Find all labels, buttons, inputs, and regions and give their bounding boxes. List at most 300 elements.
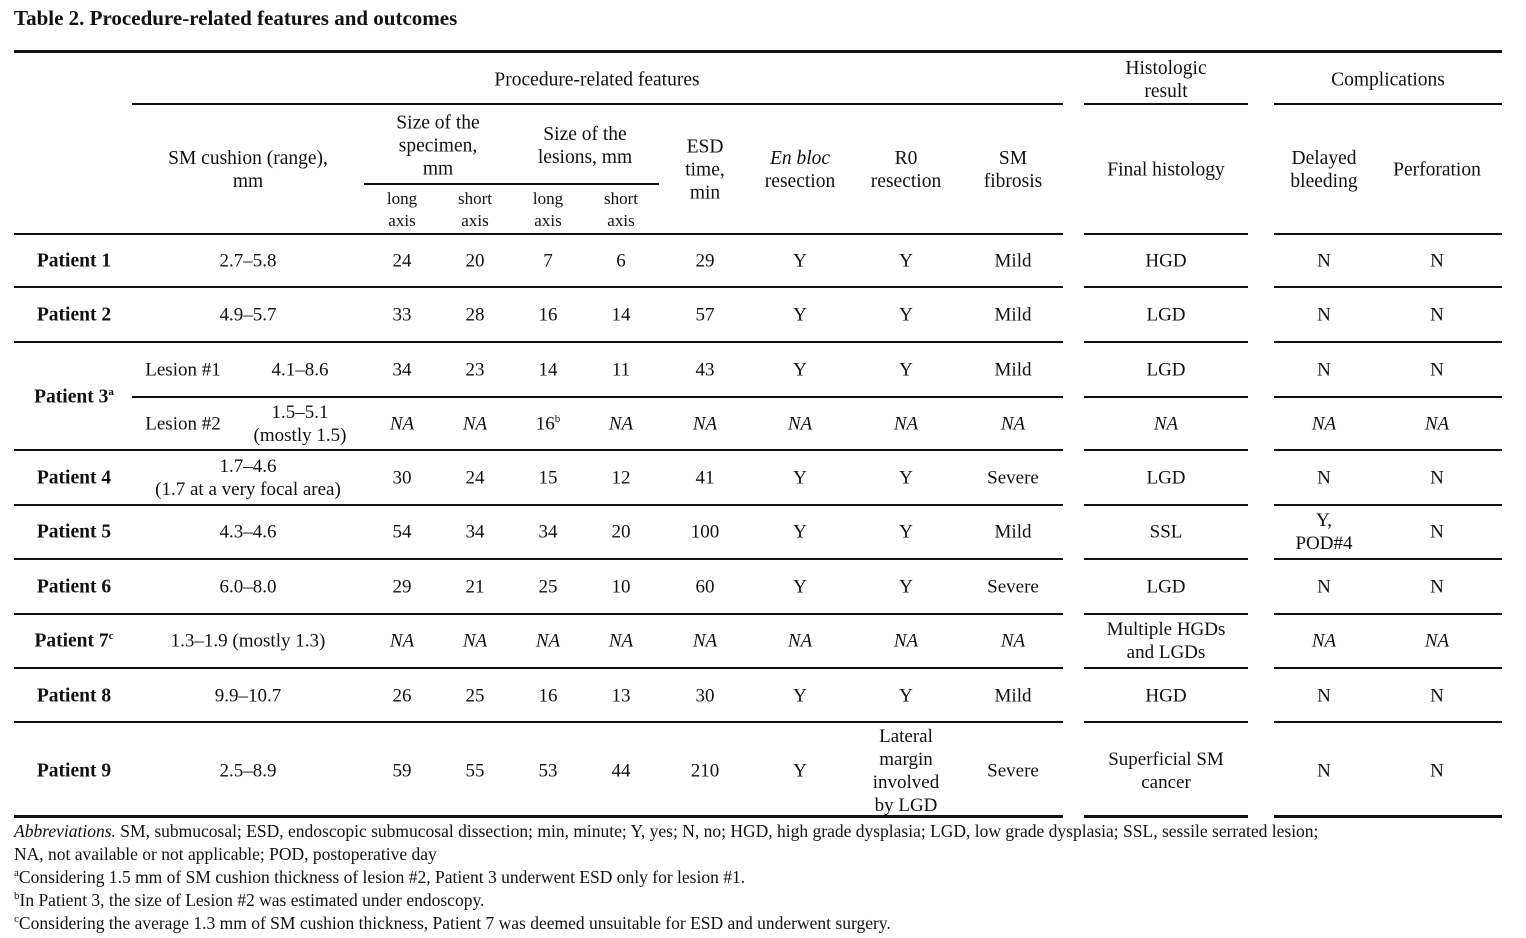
patient-label xyxy=(37,685,111,708)
header-r0-resection-line: R0 xyxy=(894,148,918,169)
sm-fibrosis-cell xyxy=(1001,630,1025,653)
row-rule xyxy=(1274,815,1502,818)
r0-resection-cell-line: NA xyxy=(893,630,919,652)
en-bloc-cell xyxy=(793,521,807,544)
r0-resection-cell-line: involved xyxy=(872,772,940,793)
en-bloc-cell xyxy=(793,576,807,599)
patient-label xyxy=(37,304,111,327)
sm-cushion-cell xyxy=(220,576,277,599)
footnote-a-text: Considering 1.5 mm of SM cushion thickness of lesion #2, Patient 3 underwent ESD only for lesion #1. xyxy=(18,867,746,887)
sm-fibrosis-cell-line: Severe xyxy=(987,467,1039,489)
lesion-long-cell-line: NA xyxy=(535,630,561,652)
row-rule xyxy=(1274,613,1502,615)
delayed-bleeding-cell xyxy=(1317,304,1331,327)
sm-fibrosis-cell xyxy=(995,359,1032,382)
header-specimen-long-axis-line: long xyxy=(386,189,418,208)
esd-time-cell xyxy=(696,250,715,273)
row-rule xyxy=(14,341,1063,343)
header-final-histology xyxy=(1107,159,1225,182)
footnote-b xyxy=(14,889,484,912)
r0-resection-cell-line: Y xyxy=(899,359,913,381)
patient-name: Patient 8 xyxy=(36,685,112,707)
patient-name: Patient 5 xyxy=(36,521,112,543)
en-bloc-cell xyxy=(793,685,807,708)
abbreviations-text: SM, submucosal; ESD, endoscopic submucosal dissection; min, minute; Y, yes; N, no; HGD, high grade dysplasia; LGD, low grade dysplasia; SSL, sessile serrated lesion; xyxy=(115,821,1319,841)
specimen-short-cell xyxy=(466,521,485,544)
sm-fibrosis-cell xyxy=(995,250,1032,273)
footnote-marker: b xyxy=(554,413,561,426)
header-lesion-short-axis-line: axis xyxy=(607,211,635,230)
perforation-cell xyxy=(1430,576,1444,599)
lesion-long-cell-line: 53 xyxy=(538,760,558,782)
delayed-bleeding-cell-line: N xyxy=(1317,250,1331,272)
footnote-b-text: In Patient 3, the size of Lesion #2 was estimated under endoscopy. xyxy=(19,890,485,910)
r0-resection-cell-line: Y xyxy=(899,467,913,489)
header-sm-cushion-line: mm xyxy=(232,171,264,192)
specimen-short-cell xyxy=(463,630,487,653)
header-r0-resection-line: resection xyxy=(870,171,942,192)
specimen-long-cell-line: 26 xyxy=(392,685,412,707)
perforation-cell-line: N xyxy=(1430,685,1444,707)
perforation-cell-line: N xyxy=(1430,760,1444,782)
header-en-bloc xyxy=(765,147,835,193)
final-histology-cell-line: LGD xyxy=(1146,576,1186,598)
header-histologic-result-line: result xyxy=(1144,81,1188,102)
lesion-long-cell xyxy=(539,304,558,327)
patient-name: Patient 1 xyxy=(36,250,112,272)
lesion-long-cell xyxy=(536,630,560,653)
lesion-short-cell-line: 44 xyxy=(611,760,631,782)
sm-cushion-cell-line: 1.5–5.1 xyxy=(271,402,329,423)
perforation-cell xyxy=(1430,250,1444,273)
delayed-bleeding-cell-line: N xyxy=(1317,685,1331,707)
esd-time-cell xyxy=(696,685,715,708)
footnote-c-text: Considering the average 1.3 mm of SM cushion thickness, Patient 7 was deemed unsuitable for ESD and underwent surgery. xyxy=(18,913,891,933)
abbreviations-line-2: NA, not available or not applicable; POD, postoperative day xyxy=(14,844,437,864)
lesion-long-cell xyxy=(539,760,558,783)
sm-cushion-cell xyxy=(220,304,277,327)
header-esd-time-line: ESD xyxy=(686,136,724,158)
lesion-label xyxy=(145,359,220,382)
sm-cushion-cell xyxy=(220,760,277,783)
sm-cushion-cell-line: 1.7–4.6 xyxy=(219,456,277,477)
row-rule xyxy=(1084,449,1248,451)
header-size-specimen-line: Size of the xyxy=(396,112,480,134)
lesion-short-cell xyxy=(612,685,631,708)
specimen-long-cell-line: 29 xyxy=(392,576,412,598)
patient-name: Patient 7 xyxy=(34,630,109,652)
specimen-short-cell xyxy=(466,685,485,708)
sm-fibrosis-cell-line: Mild xyxy=(994,685,1032,707)
specimen-long-cell-line: 33 xyxy=(392,304,412,326)
row-rule xyxy=(1274,504,1502,506)
en-bloc-cell xyxy=(793,250,807,273)
row-rule xyxy=(1274,233,1502,235)
lesion-short-cell xyxy=(612,304,631,327)
final-histology-cell-line: HGD xyxy=(1145,685,1187,707)
esd-time-cell xyxy=(691,760,720,783)
delayed-bleeding-cell-line: N xyxy=(1317,467,1331,489)
esd-time-cell xyxy=(696,304,715,327)
lesion-rule xyxy=(1274,396,1502,398)
sm-fibrosis-cell-line: Severe xyxy=(987,576,1039,598)
specimen-short-cell xyxy=(466,760,485,783)
esd-time-cell xyxy=(693,630,717,653)
sm-cushion-cell-line: (1.7 at a very focal area) xyxy=(155,479,341,500)
specimen-long-cell xyxy=(393,576,412,599)
delayed-bleeding-cell xyxy=(1317,576,1331,599)
patient-name: Patient 3 xyxy=(34,386,109,408)
lesions-sub-rule xyxy=(512,183,659,185)
row-rule xyxy=(14,286,1063,288)
row-rule xyxy=(14,558,1063,560)
row-rule xyxy=(1084,286,1248,288)
row-rule xyxy=(1274,341,1502,343)
perforation-cell-line: N xyxy=(1430,576,1444,598)
sm-fibrosis-cell xyxy=(1001,413,1025,436)
perforation-cell xyxy=(1425,630,1449,653)
r0-resection-cell-line: NA xyxy=(893,413,919,435)
specimen-long-cell-line: 34 xyxy=(392,359,412,381)
specimen-long-cell-line: NA xyxy=(389,413,415,435)
final-histology-cell-line: LGD xyxy=(1146,359,1186,381)
header-specimen-short-axis xyxy=(458,188,492,232)
specimen-long-cell-line: NA xyxy=(389,630,415,652)
patient-name: Patient 4 xyxy=(36,467,112,489)
footnote-a xyxy=(14,866,745,889)
final-histology-cell-line: HGD xyxy=(1145,250,1187,272)
delayed-bleeding-cell xyxy=(1295,509,1352,555)
sm-cushion-cell xyxy=(220,521,277,544)
specimen-short-cell xyxy=(463,413,487,436)
lesion-label xyxy=(145,413,220,436)
row-rule xyxy=(14,504,1063,506)
final-histology-cell-line: NA xyxy=(1153,413,1179,435)
table-title: Table 2. Procedure-related features and outcomes xyxy=(14,6,458,30)
specimen-long-cell xyxy=(393,250,412,273)
sm-cushion-cell xyxy=(254,401,347,447)
r0-resection-cell-line: Y xyxy=(899,685,913,707)
lesion-rule xyxy=(1084,396,1248,398)
specimen-short-cell-line: 55 xyxy=(465,760,485,782)
delayed-bleeding-cell xyxy=(1317,467,1331,490)
row-rule xyxy=(14,449,1063,451)
esd-time-cell-line: NA xyxy=(692,413,718,435)
lesion-long-cell-line: 25 xyxy=(538,576,558,598)
r0-resection-cell-line: by LGD xyxy=(874,795,938,816)
final-histology-cell xyxy=(1145,685,1186,708)
header-complications xyxy=(1331,69,1445,92)
r0-resection-cell-line: margin xyxy=(879,749,933,770)
perforation-cell-line: N xyxy=(1430,250,1444,272)
sm-cushion-cell xyxy=(155,455,341,501)
final-histology-cell-line: Multiple HGDs xyxy=(1106,619,1226,640)
esd-time-cell-line: 29 xyxy=(695,250,715,272)
en-bloc-cell xyxy=(793,359,807,382)
final-histology-cell xyxy=(1154,413,1178,436)
r0-resection-cell xyxy=(899,685,913,708)
lesion-long-cell xyxy=(539,359,558,382)
specimen-long-cell xyxy=(393,359,412,382)
header-size-specimen-line: mm xyxy=(422,158,454,180)
specimen-short-cell-line: 24 xyxy=(465,467,485,489)
patient-label xyxy=(37,467,111,490)
lesion-rule xyxy=(132,396,1063,398)
header-lesion-long-axis xyxy=(533,188,563,232)
specimen-sub-rule xyxy=(364,183,512,185)
en-bloc-cell xyxy=(788,630,812,653)
sm-cushion-cell-line: 4.1–8.6 xyxy=(271,359,329,381)
top-rule xyxy=(14,50,1502,53)
row-rule xyxy=(1274,558,1502,560)
footnote-a-mark: a xyxy=(14,867,19,880)
sm-cushion-cell-line: 2.7–5.8 xyxy=(219,250,277,272)
perforation-cell-line: N xyxy=(1430,521,1444,543)
en-bloc-cell-line: Y xyxy=(793,685,807,707)
final-histology-cell xyxy=(1146,359,1185,382)
sm-fibrosis-cell-line: Mild xyxy=(994,359,1032,381)
row-rule xyxy=(1084,613,1248,615)
lesion-label-line: Lesion #2 xyxy=(145,413,221,435)
header-delayed-bleeding xyxy=(1290,147,1357,193)
row-rule xyxy=(14,667,1063,669)
esd-time-cell xyxy=(696,359,715,382)
lesion-long-cell-line: 16$^b$ xyxy=(535,413,561,435)
sm-cushion-cell-line: 4.3–4.6 xyxy=(219,521,277,543)
patient-name: Patient 6 xyxy=(36,576,112,598)
delayed-bleeding-cell-line: POD#4 xyxy=(1295,533,1353,554)
lesion-short-cell xyxy=(609,630,633,653)
lesion-long-cell-line: 34 xyxy=(538,521,558,543)
sm-cushion-cell-line: 4.9–5.7 xyxy=(219,304,277,326)
specimen-short-cell-line: NA xyxy=(462,413,488,435)
en-bloc-cell xyxy=(793,467,807,490)
r0-resection-cell xyxy=(899,250,913,273)
lesion-short-cell-line: 20 xyxy=(611,521,631,543)
header-esd-time xyxy=(685,136,725,205)
r0-resection-cell xyxy=(899,467,913,490)
delayed-bleeding-cell xyxy=(1312,630,1336,653)
row-rule xyxy=(1084,341,1248,343)
sm-cushion-cell xyxy=(272,359,329,382)
delayed-bleeding-cell-line: N xyxy=(1317,304,1331,326)
sm-fibrosis-cell xyxy=(987,467,1039,490)
header-sm-fibrosis-line: fibrosis xyxy=(983,171,1043,192)
delayed-bleeding-cell-line: NA xyxy=(1311,630,1337,652)
header-esd-time-line: min xyxy=(689,182,721,204)
sm-fibrosis-cell-line: Mild xyxy=(994,304,1032,326)
row-rule xyxy=(14,721,1063,723)
lesion-short-cell xyxy=(612,359,630,382)
sm-fibrosis-cell-line: NA xyxy=(1000,413,1026,435)
header-specimen-long-axis-line: axis xyxy=(388,211,416,230)
header-sm-cushion xyxy=(168,147,328,193)
delayed-bleeding-cell xyxy=(1317,250,1331,273)
sm-fibrosis-cell-line: Mild xyxy=(994,521,1032,543)
specimen-short-cell-line: 23 xyxy=(465,359,485,381)
patient-label xyxy=(37,576,111,599)
header-sm-fibrosis-line: SM xyxy=(998,148,1028,169)
footnote-c xyxy=(14,912,891,935)
r0-resection-cell-line: Y xyxy=(899,521,913,543)
lesion-label-line: Lesion #1 xyxy=(145,359,221,381)
specimen-short-cell-line: NA xyxy=(462,630,488,652)
lesion-long-cell xyxy=(539,521,558,544)
sm-fibrosis-cell-line: Severe xyxy=(987,760,1039,782)
specimen-long-cell-line: 59 xyxy=(392,760,412,782)
patient-label xyxy=(34,630,113,653)
specimen-short-cell-line: 25 xyxy=(465,685,485,707)
sm-cushion-cell-line: 9.9–10.7 xyxy=(214,685,282,707)
footnote-marker: a xyxy=(108,386,114,398)
r0-resection-cell-line: Y xyxy=(899,304,913,326)
perforation-cell xyxy=(1430,304,1444,327)
perforation-cell-line: N xyxy=(1430,304,1444,326)
final-histology-cell xyxy=(1145,250,1186,273)
histologic-group-rule xyxy=(1084,103,1248,105)
footnote-marker: c xyxy=(108,630,114,642)
lesion-short-cell-line: NA xyxy=(608,630,634,652)
sm-fibrosis-cell xyxy=(987,576,1039,599)
final-histology-cell xyxy=(1146,576,1185,599)
final-histology-cell-line: LGD xyxy=(1146,467,1186,489)
lesion-long-cell xyxy=(539,576,558,599)
en-bloc-cell-line: Y xyxy=(793,250,807,272)
header-size-lesions-line: lesions, mm xyxy=(537,147,633,168)
abbreviations-label: Abbreviations. xyxy=(14,821,116,841)
perforation-cell xyxy=(1430,467,1444,490)
specimen-short-cell xyxy=(466,576,485,599)
lesion-long-cell-line: 15 xyxy=(538,467,558,489)
sm-fibrosis-cell-line: Mild xyxy=(994,250,1032,272)
patient-name: Patient 2 xyxy=(36,304,112,326)
header-delayed-bleeding-line: bleeding xyxy=(1290,171,1358,192)
r0-resection-cell xyxy=(899,304,913,327)
header-histologic-result xyxy=(1125,57,1206,103)
specimen-short-cell-line: 28 xyxy=(465,304,485,326)
specimen-short-cell-line: 34 xyxy=(465,521,485,543)
perforation-cell-line: NA xyxy=(1424,413,1450,435)
row-rule xyxy=(1084,815,1248,818)
header-specimen-short-axis-line: axis xyxy=(461,211,489,230)
header-lesion-long-axis-line: long xyxy=(532,189,564,208)
sm-fibrosis-cell-line: NA xyxy=(1000,630,1026,652)
sm-fibrosis-cell xyxy=(995,521,1032,544)
lesion-long-cell xyxy=(539,685,558,708)
lesion-long-cell-line: 16 xyxy=(538,304,558,326)
esd-time-cell-line: 210 xyxy=(690,760,720,782)
final-histology-cell xyxy=(1146,304,1185,327)
row-rule xyxy=(1084,504,1248,506)
header-lesion-long-axis-line: axis xyxy=(534,211,562,230)
esd-time-cell-line: 60 xyxy=(695,576,715,598)
specimen-short-cell xyxy=(466,250,485,273)
sm-cushion-cell-line: 1.3–1.9 (mostly 1.3) xyxy=(170,630,326,652)
en-bloc-cell-line: Y xyxy=(793,304,807,326)
specimen-short-cell xyxy=(466,304,485,327)
r0-resection-cell-line: Y xyxy=(899,250,913,272)
final-histology-cell xyxy=(1146,467,1185,490)
esd-time-cell xyxy=(696,467,715,490)
patient-label xyxy=(37,250,111,273)
sm-fibrosis-cell xyxy=(995,685,1032,708)
en-bloc-cell xyxy=(788,413,812,436)
header-procedure-features xyxy=(494,69,699,92)
en-bloc-cell-line: Y xyxy=(793,521,807,543)
delayed-bleeding-cell xyxy=(1317,359,1331,382)
delayed-bleeding-cell xyxy=(1312,413,1336,436)
lesion-long-cell-line: 16 xyxy=(538,685,558,707)
header-en-bloc-line: En bloc xyxy=(769,148,831,169)
specimen-long-cell xyxy=(393,521,412,544)
esd-time-cell-line: 30 xyxy=(695,685,715,707)
final-histology-cell-line: SSL xyxy=(1149,521,1183,543)
header-sm-fibrosis xyxy=(984,147,1043,193)
r0-resection-cell xyxy=(894,413,918,436)
row-rule xyxy=(1084,558,1248,560)
specimen-long-cell xyxy=(393,685,412,708)
en-bloc-cell-line: Y xyxy=(793,359,807,381)
footnote-b-mark: b xyxy=(14,890,20,903)
header-size-specimen xyxy=(396,112,479,181)
specimen-long-cell xyxy=(390,413,414,436)
perforation-cell xyxy=(1430,359,1444,382)
complications-group-rule xyxy=(1274,103,1502,105)
lesion-short-cell-line: NA xyxy=(608,413,634,435)
row-rule xyxy=(1084,667,1248,669)
en-bloc-cell-line: Y xyxy=(793,467,807,489)
perforation-cell xyxy=(1430,760,1444,783)
perforation-cell xyxy=(1430,521,1444,544)
sm-fibrosis-cell xyxy=(987,760,1039,783)
final-histology-cell xyxy=(1107,618,1226,664)
esd-time-cell-line: 43 xyxy=(695,359,715,381)
r0-resection-cell-line: Lateral xyxy=(879,726,933,747)
row-rule xyxy=(1274,286,1502,288)
final-histology-cell-line: and LGDs xyxy=(1126,642,1206,663)
lesion-short-cell xyxy=(612,467,631,490)
lesion-long-cell-line: 7 xyxy=(543,250,553,272)
final-histology-cell-line: Superficial SM xyxy=(1108,749,1224,770)
delayed-bleeding-cell-line: N xyxy=(1317,576,1331,598)
header-perforation-line: Perforation xyxy=(1393,159,1481,181)
esd-time-cell xyxy=(696,576,715,599)
lesion-short-cell-line: 6 xyxy=(616,250,626,272)
row-rule xyxy=(1274,449,1502,451)
header-size-specimen-line: specimen, xyxy=(398,135,478,157)
final-histology-cell-line: cancer xyxy=(1141,772,1191,793)
lesion-short-cell-line: 14 xyxy=(611,304,631,326)
r0-resection-cell xyxy=(894,630,918,653)
delayed-bleeding-cell-line: N xyxy=(1317,760,1331,782)
header-delayed-bleeding-line: Delayed xyxy=(1291,148,1357,169)
r0-resection-cell xyxy=(899,359,913,382)
en-bloc-cell-line: Y xyxy=(793,760,807,782)
perforation-cell-line: N xyxy=(1430,359,1444,381)
abbreviations-line-1 xyxy=(14,820,1318,843)
lesion-short-cell xyxy=(612,521,631,544)
esd-time-cell xyxy=(691,521,720,544)
header-size-lesions-line: Size of the xyxy=(543,124,627,145)
header-esd-time-line: time, xyxy=(685,159,725,181)
final-histology-cell xyxy=(1108,748,1224,794)
specimen-long-cell-line: 30 xyxy=(392,467,412,489)
patient-name: Patient 9 xyxy=(36,760,112,782)
row-rule xyxy=(14,233,1063,235)
specimen-long-cell xyxy=(393,304,412,327)
header-histologic-result-line: Histologic xyxy=(1125,58,1207,79)
lesion-short-cell-line: 13 xyxy=(611,685,631,707)
